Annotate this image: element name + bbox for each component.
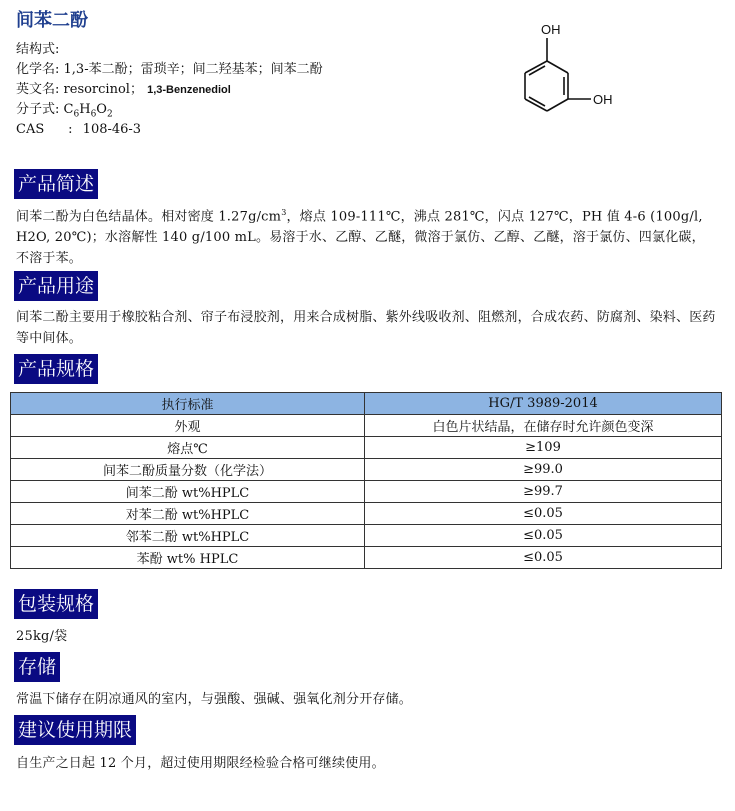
spec-item: 邻苯二酚 wt%HPLC [11, 525, 365, 547]
section-heading-overview: 产品简述 [14, 169, 98, 199]
chem-name-label: 化学名: [16, 62, 60, 77]
usage-text: 间苯二酚主要用于橡胶粘合剂、帘子布浸胶剂，用来合成树脂、紫外线吸收剂、阻燃剂，合成农药、防腐剂、染料、医药等中间体。 [16, 310, 716, 346]
overview-text-sup: 3 [281, 208, 287, 217]
cas-row [16, 120, 323, 140]
spec-item: 对苯二酚 wt%HPLC [11, 503, 365, 525]
overview-text-part2: ，熔点 109-111℃，沸点 281℃，闪点 127℃，PH 值 4-6 (100g/l, H2O, 20℃)；水溶解性 140 g/100 mL。易溶于水、乙醇、乙醚，微溶于氯仿、乙醇、乙醚，溶于氯仿、四氯化碳，不溶于苯。 [16, 209, 705, 267]
english-name-label: 英文名: [16, 82, 60, 97]
spec-item: 熔点℃ [11, 437, 365, 459]
overview-text-part1: 间苯二酚为白色结晶体。相对密度 1.27g/cm [16, 209, 282, 225]
storage-text: 常温下储存在阴凉通风的室内，与强酸、强碱、强氧化剂分开存储。 [16, 692, 413, 707]
table-row [11, 437, 722, 459]
cas-label: CAS [16, 122, 45, 137]
spec-header-value: HG/T 3989-2014 [365, 393, 722, 415]
spec-value: ≥109 [365, 437, 722, 459]
section-heading-packaging: 包装规格 [14, 589, 98, 619]
bond-3 [547, 99, 568, 111]
table-row [11, 525, 722, 547]
spec-item: 间苯二酚质量分数（化学法） [11, 459, 365, 481]
formula-row [16, 100, 323, 120]
section-heading-spec: 产品规格 [14, 354, 98, 384]
section-heading-shelf-life: 建议使用期限 [14, 715, 136, 745]
table-row [11, 503, 722, 525]
table-row [11, 481, 722, 503]
structure-diagram [505, 16, 625, 126]
spec-item: 外观 [11, 415, 365, 437]
formula-o-sub: 2 [106, 109, 113, 120]
formula-c: C [63, 102, 74, 117]
section-heading-usage: 产品用途 [14, 271, 98, 301]
oh-label-top: OH [541, 22, 561, 37]
spec-header-standard: 执行标准 [11, 393, 365, 415]
english-name-alt: 1,3-Benzenediol [147, 84, 231, 96]
formula-h-sub: 6 [90, 109, 97, 120]
english-name-row [16, 80, 323, 100]
table-row [11, 547, 722, 569]
structure-label: 结构式: [16, 42, 60, 57]
table-row [11, 459, 722, 481]
spec-value: ≤0.05 [365, 525, 722, 547]
packaging-text: 25kg/袋 [16, 629, 68, 644]
spec-value: ≥99.0 [365, 459, 722, 481]
chem-name-value: 1,3-苯二酚；雷琐辛；间二羟基苯；间苯二酚 [63, 62, 323, 77]
spec-value: ≤0.05 [365, 503, 722, 525]
formula-label: 分子式: [16, 102, 60, 117]
spec-header-row [11, 393, 722, 415]
page-title: 间苯二酚 [16, 10, 88, 31]
cas-separator: : [68, 122, 73, 137]
formula-c-sub: 6 [73, 109, 80, 120]
overview-text [16, 202, 716, 269]
spec-item: 间苯二酚 wt%HPLC [11, 481, 365, 503]
spec-item: 苯酚 wt% HPLC [11, 547, 365, 569]
shelf-life-text: 自生产之日起 12 个月，超过使用期限经检验合格可继续使用。 [16, 756, 385, 771]
chem-name-row [16, 60, 323, 80]
spec-value: ≥99.7 [365, 481, 722, 503]
spec-value: ≤0.05 [365, 547, 722, 569]
oh-label-right: OH [593, 92, 613, 107]
formula-o: O [96, 102, 107, 117]
spec-value: 白色片状结晶，在储存时允许颜色变深 [365, 415, 722, 437]
english-name-value: resorcinol； [63, 82, 143, 97]
section-heading-storage: 存储 [14, 652, 60, 682]
table-row [11, 415, 722, 437]
info-block [16, 40, 323, 140]
bond-1 [547, 61, 568, 73]
cas-value: 108-46-3 [82, 122, 142, 137]
formula-h: H [79, 102, 91, 117]
spec-table [10, 392, 722, 569]
